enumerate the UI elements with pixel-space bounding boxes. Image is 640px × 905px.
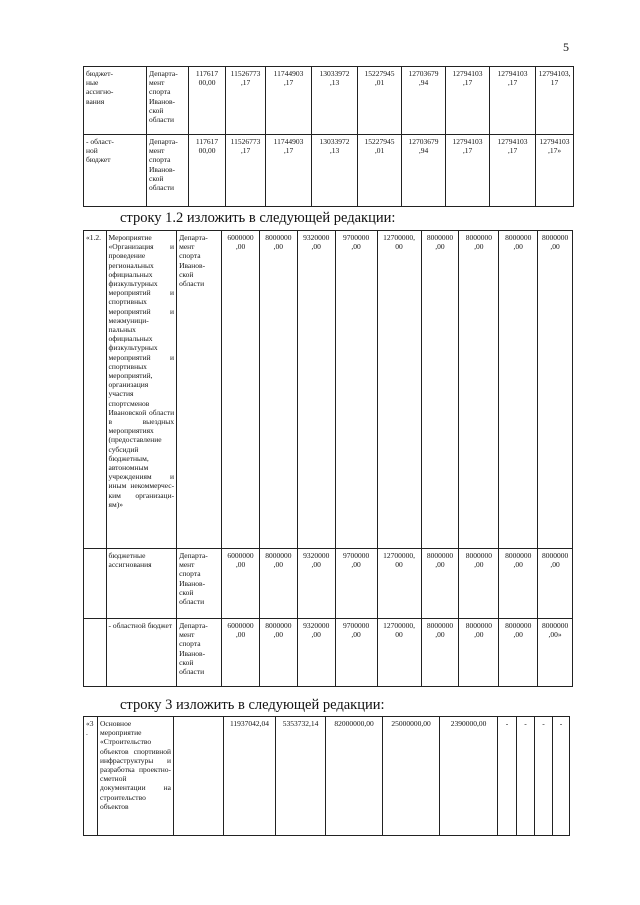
table-row — [84, 619, 573, 687]
value-cell: 11937042,04 — [224, 717, 276, 836]
value-cell: 9320000 ,00 — [297, 231, 335, 549]
value-cell: 12794103 ,17 — [490, 135, 536, 207]
value-cell: 8000000 ,00 — [499, 231, 538, 549]
value-cell: 8000000 ,00 — [538, 231, 573, 549]
value-cell: 8000000 ,00 — [538, 549, 573, 619]
value-cell: 8000000 ,00 — [421, 549, 459, 619]
value-cell: 12700000, 00 — [377, 549, 421, 619]
value-cell: 12703679 ,94 — [402, 67, 446, 135]
row-name: Основное мероприятие «Строительство объектов спортивной инфраструктуры и разработка проектно-сметной документации на строительство объектов — [98, 717, 174, 836]
value-cell: 8000000 ,00 — [499, 549, 538, 619]
row-name: - област- ной бюджет — [84, 135, 147, 207]
value-cell: - — [535, 717, 553, 836]
value-cell: 8000000 ,00 — [499, 619, 538, 687]
row-name: Мероприятие «Организация и проведение региональных официальных физкультурных мероприятий и спортивных мероприятий и межмуници-пальных официальных физкультурных мероприятий и спортивных мероприятий, организация участия спортсменов Ивановской области в выездных мероприятиях (предоставление субсидий бюджетным, автономным учреждениям и иным некоммерчес-ким организаци-ям)» — [106, 231, 177, 549]
value-cell: 82000000,00 — [326, 717, 383, 836]
value-cell: 8000000 ,00 — [421, 619, 459, 687]
value-cell: 12794103 ,17 — [490, 67, 536, 135]
value-cell: 6000000 ,00 — [222, 549, 260, 619]
value-cell: 11744903 ,17 — [266, 67, 312, 135]
value-cell: 5353732,14 — [276, 717, 326, 836]
value-cell: 2390000,00 — [440, 717, 498, 836]
row-executor: Департа- мент спорта Иванов- ской области — [177, 231, 222, 549]
value-cell: 12794103 ,17 — [446, 135, 490, 207]
value-cell: 8000000 ,00 — [259, 619, 297, 687]
value-cell: 9320000 ,00 — [297, 549, 335, 619]
row-number — [84, 549, 107, 619]
value-cell: 11526773 ,17 — [226, 67, 266, 135]
value-cell: 25000000,00 — [383, 717, 440, 836]
row-number: «3. — [84, 717, 98, 836]
row-number: «1.2. — [84, 231, 107, 549]
value-cell: 8000000 ,00 — [259, 549, 297, 619]
table-row — [84, 717, 570, 836]
table-2 — [83, 230, 573, 687]
instruction-row-1-2: строку 1.2 изложить в следующей редакции: — [120, 210, 396, 226]
value-cell: 117617 00,00 — [189, 135, 226, 207]
page-number: 5 — [563, 40, 569, 54]
table-row — [84, 231, 573, 549]
value-cell: 12794103 ,17» — [536, 135, 574, 207]
value-cell: 8000000 ,00 — [259, 231, 297, 549]
value-cell: 13033972 ,13 — [312, 135, 358, 207]
row-executor: Департа- мент спорта Иванов- ской области — [147, 67, 189, 135]
value-cell: 12794103 ,17 — [446, 67, 490, 135]
value-cell: 15227945 ,01 — [358, 67, 402, 135]
value-cell: 11744903 ,17 — [266, 135, 312, 207]
row-name: бюджет- ные ассигно- вания — [84, 67, 147, 135]
value-cell: 117617 00,00 — [189, 67, 226, 135]
row-executor: Департа- мент спорта Иванов- ской области — [147, 135, 189, 207]
value-cell: 12700000, 00 — [377, 231, 421, 549]
row-executor: Департа- мент спорта Иванов- ской области — [177, 549, 222, 619]
table-1 — [83, 66, 574, 207]
row-executor — [174, 717, 224, 836]
value-cell: 6000000 ,00 — [222, 619, 260, 687]
value-cell: 12700000, 00 — [377, 619, 421, 687]
value-cell: - — [517, 717, 535, 836]
row-number — [84, 619, 107, 687]
table-row — [84, 135, 574, 207]
value-cell: 9700000 ,00 — [335, 619, 377, 687]
value-cell: 8000000 ,00 — [459, 619, 499, 687]
value-cell: - — [498, 717, 517, 836]
row-name: бюджетные ассигнования — [106, 549, 177, 619]
value-cell: - — [553, 717, 570, 836]
value-cell: 9700000 ,00 — [335, 231, 377, 549]
value-cell: 9320000 ,00 — [297, 619, 335, 687]
value-cell: 12794103, 17 — [536, 67, 574, 135]
table-row — [84, 67, 574, 135]
value-cell: 11526773 ,17 — [226, 135, 266, 207]
value-cell: 8000000 ,00 — [459, 231, 499, 549]
value-cell: 8000000 ,00 — [421, 231, 459, 549]
table-row — [84, 549, 573, 619]
value-cell: 15227945 ,01 — [358, 135, 402, 207]
table-3 — [83, 716, 570, 836]
value-cell: 13033972 ,13 — [312, 67, 358, 135]
row-name: - областной бюджет — [106, 619, 177, 687]
value-cell: 6000000 ,00 — [222, 231, 260, 549]
row-executor: Департа- мент спорта Иванов- ской области — [177, 619, 222, 687]
value-cell: 9700000 ,00 — [335, 549, 377, 619]
instruction-row-3: строку 3 изложить в следующей редакции: — [120, 697, 385, 713]
value-cell: 8000000 ,00» — [538, 619, 573, 687]
value-cell: 12703679 ,94 — [402, 135, 446, 207]
value-cell: 8000000 ,00 — [459, 549, 499, 619]
